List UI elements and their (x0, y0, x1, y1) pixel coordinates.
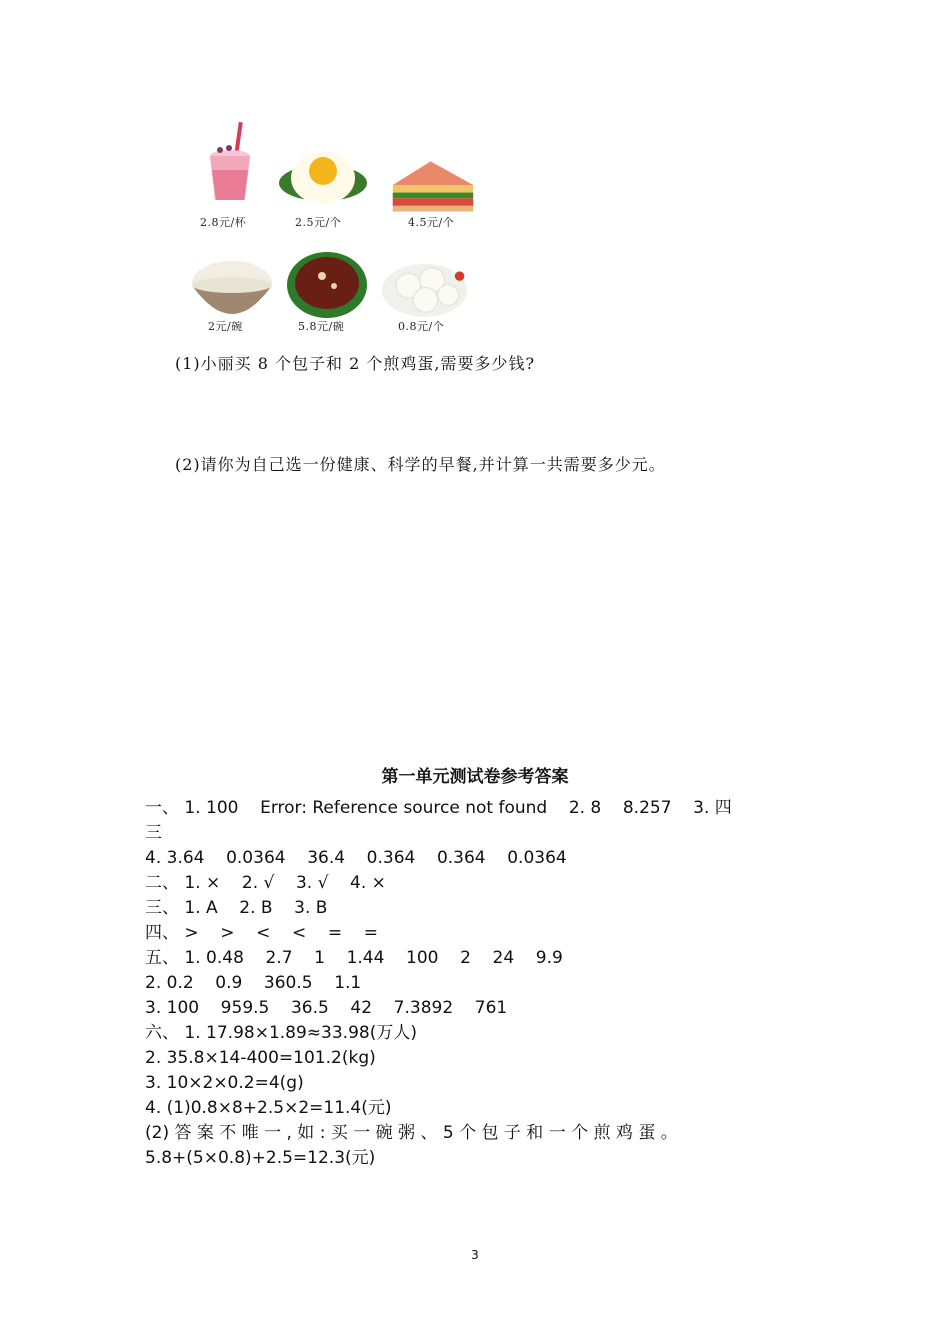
answer-line: 3. 10×2×0.2=4(g) (145, 1073, 304, 1093)
answer-line: 五、 1. 0.48 2.7 1 1.44 100 2 24 9.9 (145, 948, 563, 968)
answer-key-title: 第一单元测试卷参考答案 (381, 767, 569, 787)
question-1: (1)小丽买 8 个包子和 2 个煎鸡蛋,需要多少钱? (175, 354, 536, 373)
answer-line: 3. 100 959.5 36.5 42 7.3892 761 (145, 998, 508, 1018)
answer-line: 三、 1. A 2. B 3. B (145, 898, 328, 918)
answer-line: 4. (1)0.8×8+2.5×2=11.4(元) (145, 1098, 392, 1118)
price-label: 5.8元/碗 (298, 320, 345, 333)
price-label: 2.5元/个 (295, 216, 342, 229)
answer-line: 一、 1. 100 Error: Reference source not found 2. 8 8.257 3. 四 (145, 798, 732, 818)
answer-line: 六、 1. 17.98×1.89≈33.98(万人) (145, 1023, 417, 1043)
steamed-buns-image (380, 248, 470, 328)
price-label: 4.5元/个 (408, 216, 455, 229)
answer-line: 2. 0.2 0.9 360.5 1.1 (145, 973, 362, 993)
drink-cup-image (185, 120, 275, 200)
question-2: (2)请你为自己选一份健康、科学的早餐,并计算一共需要多少元。 (175, 455, 666, 474)
page-number: 3 (471, 1248, 479, 1262)
answer-line: 四、 > > < < = = (145, 923, 378, 943)
answer-line: 2. 35.8×14-400=101.2(kg) (145, 1048, 376, 1068)
fried-egg-image (278, 138, 368, 218)
price-label: 0.8元/个 (398, 320, 445, 333)
answer-line: 三 (145, 823, 162, 843)
answer-line: 二、 1. × 2. √ 3. √ 4. × (145, 873, 386, 893)
answer-line: 5.8+(5×0.8)+2.5=12.3(元) (145, 1148, 376, 1168)
price-label: 2元/碗 (208, 320, 243, 333)
rice-bowl-image (187, 248, 277, 328)
answer-line: 4. 3.64 0.0364 36.4 0.364 0.364 0.0364 (145, 848, 567, 868)
sandwich-image (388, 145, 478, 225)
porridge-bowl-image (282, 245, 372, 325)
price-label: 2.8元/杯 (200, 216, 247, 229)
answer-line: (2) 答 案 不 唯 一 , 如 : 买 一 碗 粥 、 5 个 包 子 和 一 个 煎 鸡 蛋 。 (145, 1123, 678, 1143)
